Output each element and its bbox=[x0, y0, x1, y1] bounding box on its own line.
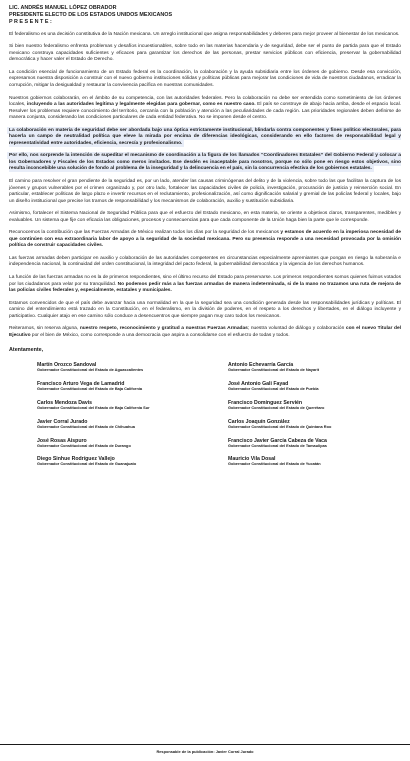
signatory bbox=[228, 400, 401, 411]
paragraph-5 bbox=[9, 128, 401, 148]
signatory-title: Gobernador Constitucional del Estado de Tamaulipas bbox=[228, 442, 327, 448]
closing: Atentamente, bbox=[9, 347, 44, 354]
paragraph-4-part-c: El país se construye de abajo hacia arriba, desde el espacio local. Resolver los problemas requiere conocimiento del territorio, cercanía con la población y atención a las peculiaridades de cada región. Las prioridades regionales deben definirse de manera conjunta, considerando las condiciones particulares de cada entidad federativa. No se imponen desde el centro. bbox=[9, 102, 401, 121]
signatory-name: José Antonio Gali Fayad bbox=[228, 381, 289, 388]
signatory-name: Francisco Javier García Cabeza de Vaca bbox=[228, 437, 327, 444]
signatory-title: Gobernador Constitucional del Estado de Chihuahua bbox=[37, 423, 135, 429]
paragraph-3: La condición esencial de funcionamiento de un Estado federal es la coordinación, la colaboración y la ayuda subsidiaria entre los órdenes de gobierno. Desde esa convicción, expresamos nuestra disposición a construir con el nuevo gobierno instituciones sólidas y políticas públicas para mejorar las condiciones de vida de nuestros ciudadanos, erradicar la corrupción, mitigar la desigualdad y restaurar la convivencia pacífica en nuestras comunidades. bbox=[9, 69, 401, 88]
signatory bbox=[228, 381, 401, 392]
paragraph-13-emphasis-2: con el nuevo Titular del Ejecutivo bbox=[9, 326, 401, 338]
signatory-name: Mauricio Vila Dosal bbox=[228, 456, 276, 463]
signatory-title: Gobernador Constitucional del Estado de Puebla bbox=[228, 386, 319, 392]
paragraph-13-part-e: por el bien de México, como corresponde a una democracia que aspira a consolidarse con el esfuerzo de todas y todos. bbox=[30, 332, 290, 338]
signatory bbox=[37, 419, 210, 430]
signatory-title: Gobernador Constitucional del Estado de Quintana Roo bbox=[228, 423, 332, 429]
paragraph-6 bbox=[9, 153, 401, 173]
paragraph-4-emphasis: incluyendo a las autoridades legítima y legalmente elegidas para gobernar, como es nuestro caso. bbox=[26, 102, 256, 108]
paragraph-12: Estamos convencidos de que el país debe avanzar hacia una normalidad en la que la seguridad sea una condición generada desde las responsabilidades jurídicas y políticas. El camino del entendimiento está trazado en la Constitución, en el federalismo, en la división de poderes, en el respeto a los derechos y libertades, en el diálogo incluyente y participativo. Cualquier atajo en ese camino sólo conduce a desencuentros que siempre pagan muy caro todos los mexicanos. bbox=[9, 300, 401, 319]
paragraph-9-part-a: Reconocemos la contribución que las Fuerzas Armadas de México realizan todos los días por la seguridad de los mexicanos bbox=[9, 230, 281, 236]
paragraph-5-highlight: La colaboración en materia de seguridad debe ser abordada bajo una óptica estrictamente institucional, blindarla contra componentes y fines político electorales, para hacerla un campo de neutralidad política que eleve la mirada por encima de diferencias ideológicas, considerando en ello factores de responsabilidad legal y representatividad entre autoridades, eficiencia, secrecía y profesionalismo. bbox=[9, 127, 401, 146]
paragraph-1: El federalismo es una decisión constitutiva de la Nación mexicana. Un arreglo institucional que asigna responsabilidades y deberes para mejor proveer al bienestar de los mexicanos. bbox=[9, 31, 400, 37]
signatories-grid bbox=[9, 362, 401, 467]
paragraph-8: Asimismo, fortalecer el Sistema Nacional de Seguridad Pública para que el esfuerzo del Estado mexicano, en esta materia, se oriente a objetivos claros, transparentes, medibles y evaluables. Un sistema que fije con eficacia las obligaciones, procesos y consecuencias para que cada componente de la Unión haga bien la parte que le corresponde. bbox=[9, 211, 401, 223]
signatory-name: José Rosas Aispuro bbox=[37, 437, 87, 444]
paragraph-13 bbox=[9, 326, 401, 339]
signatory bbox=[37, 381, 210, 392]
paragraph-4-part-a: Nuestros gobiernos colaborarán, en el ámbito de su competencia, con las autoridades federales. Pero la colaboración no debe ser entendida como sometimiento de los órdenes locales, bbox=[9, 95, 401, 108]
paragraph-11-emphasis: No podemos pedir más a las fuerzas armadas de manera indeterminada, si de la mano no trazamos una ruta de mejora de las policías civiles federales y, especialmente, estatales y municipales. bbox=[9, 281, 401, 294]
signatory-name: Javier Corral Jurado bbox=[37, 418, 88, 425]
signatory bbox=[228, 456, 401, 467]
paragraph-11 bbox=[9, 275, 401, 295]
footer-divider bbox=[0, 744, 410, 745]
signatory-name: Francisco Arturo Vega de Lamadrid bbox=[37, 381, 125, 388]
publication-responsible: Responsable de la publicación: Javier Corral Jurado bbox=[156, 749, 254, 754]
signatory-title: Gobernador Constitucional del Estado de Durango bbox=[37, 442, 131, 448]
paragraph-13-part-a: Reiteramos, sin reserva alguna, bbox=[9, 326, 80, 332]
paragraph-9-emphasis: y estamos de acuerdo en la imperiosa necesidad de que continúen con esa extraordinaria labor de apoyo a la seguridad de la sociedad mexicana. Pero su presencia responde a una necesidad provocada por la omisión política de construir capacidades civiles. bbox=[9, 230, 401, 249]
signatory-name: Diego Sinhue Rodríguez Vallejo bbox=[37, 456, 115, 463]
paragraph-9 bbox=[9, 230, 401, 250]
signatory-name: Antonio Echevarría García bbox=[228, 362, 294, 369]
addressee-title: PRESIDENTE ELECTO DE LOS ESTADOS UNIDOS MEXICANOS bbox=[9, 11, 173, 18]
paragraph-7: El camino para resolver el gran pendiente de la seguridad es, por un lado, atender las causas criminógenas del delito y de la violencia, sobre todo las que facilitan la captura de los jóvenes y grupos vulnerables por el crimen organizado y, por otro lado, fortalecer las capacidades civiles de policía, investigación, procuración de justicia y reinserción social. En particular, establecer políticas de largo plazo e invertir recursos en el reclutamiento, profesionalización, así como dignificación salarial y gremial de las policías federal y locales, bajo un diseño institucional que precise los tramos de responsabilidad y los mecanismos de colaboración, auxilio y sustitución subsidiaria. bbox=[9, 179, 401, 204]
signatory bbox=[37, 400, 210, 411]
signatory-name: Carlos Mendoza Davis bbox=[37, 400, 93, 406]
paragraph-10: Las fuerzas armadas deben participar en auxilio y colaboración de las autoridades competentes en circunstancias especialmente apremiantes que pongan en riesgo la soberanía e independencia nacional, la continuidad del orden constitucional, la integridad del pacto federal, la gobernabilidad democrática y la vigencia de los derechos humanos. bbox=[9, 255, 401, 268]
addressee-name: LIC. ANDRÉS MANUEL LÓPEZ OBRADOR bbox=[9, 5, 117, 11]
signatory-name: Martín Orozco Sandoval bbox=[37, 362, 97, 369]
signatory bbox=[37, 456, 210, 467]
signatory-title: Gobernador Constitucional del Estado de Nayarit bbox=[228, 367, 320, 373]
paragraph-13-part-c: ; nuestra voluntad de diálogo y colaboración bbox=[247, 326, 346, 332]
signatory-title: Gobernador Constitucional del Estado de Querétaro bbox=[228, 405, 325, 410]
signatory-title: Gobernador Constitucional del Estado de Baja California Sur bbox=[37, 405, 150, 410]
letter-header bbox=[9, 5, 401, 26]
signatory-title: Gobernador Constitucional del Estado de Baja California bbox=[37, 386, 143, 392]
signatory bbox=[37, 438, 210, 449]
signatory-title: Gobernador Constitucional del Estado de Guanajuato bbox=[37, 461, 137, 467]
signatory-title: Gobernador Constitucional del Estado de Aguascalientes bbox=[37, 367, 144, 373]
paragraph-4 bbox=[9, 96, 401, 122]
paragraph-6-highlight: Por ello, nos sorprende la intención de supeditar el mecanismo de coordinación a la figura de los llamados “Coordinadores Estatales” del Gobierno Federal y colocar a los Gobernadores y Fiscales de los Estados como meros invitados. Ese desdén es inaceptable para nosotros, porque no sólo pone en riesgo estos objetivos, sino resulta inconcebible una solución de fondo al problema de la inseguridad y la delincuencia en el país, sin la concurrencia efectiva de los gobiernos estatales. bbox=[9, 153, 401, 172]
signatory-name: Francisco Domínguez Servién bbox=[228, 400, 303, 406]
paragraph-11-part-a: La función de las fuerzas armadas no es la de primeros respondientes, sino el último recurso del Estado para preservarse. Los primeros respondientes somos quienes fuimos votados por los ciudadanos para velar por su tranquilidad. bbox=[9, 275, 402, 287]
signatory bbox=[228, 419, 401, 430]
signatory-name: Carlos Joaquín González bbox=[228, 418, 290, 425]
signatory bbox=[228, 362, 401, 373]
salutation: P R E S E N T E : bbox=[9, 18, 52, 25]
signatory bbox=[37, 362, 210, 373]
signatory-title: Gobernador Constitucional del Estado de Yucatán bbox=[228, 461, 321, 467]
signatory bbox=[228, 438, 401, 449]
paragraph-13-emphasis-1: nuestro respeto, reconocimiento y gratitud a nuestras Fuerzas Armadas bbox=[79, 326, 248, 332]
paragraph-2: Si bien nuestro federalismo enfrenta problemas y desafíos incuestionables, sobre todo en las materias hacendaria y de seguridad, debe ser el punto de partida para que el Estado mexicano construya capacidades suficientes y eficaces para garantizar los derechos de las personas, prestar servicios públicos con eficiencia, preservar la gobernabilidad democrática y hacer valer el Estado de Derecho. bbox=[9, 44, 401, 63]
